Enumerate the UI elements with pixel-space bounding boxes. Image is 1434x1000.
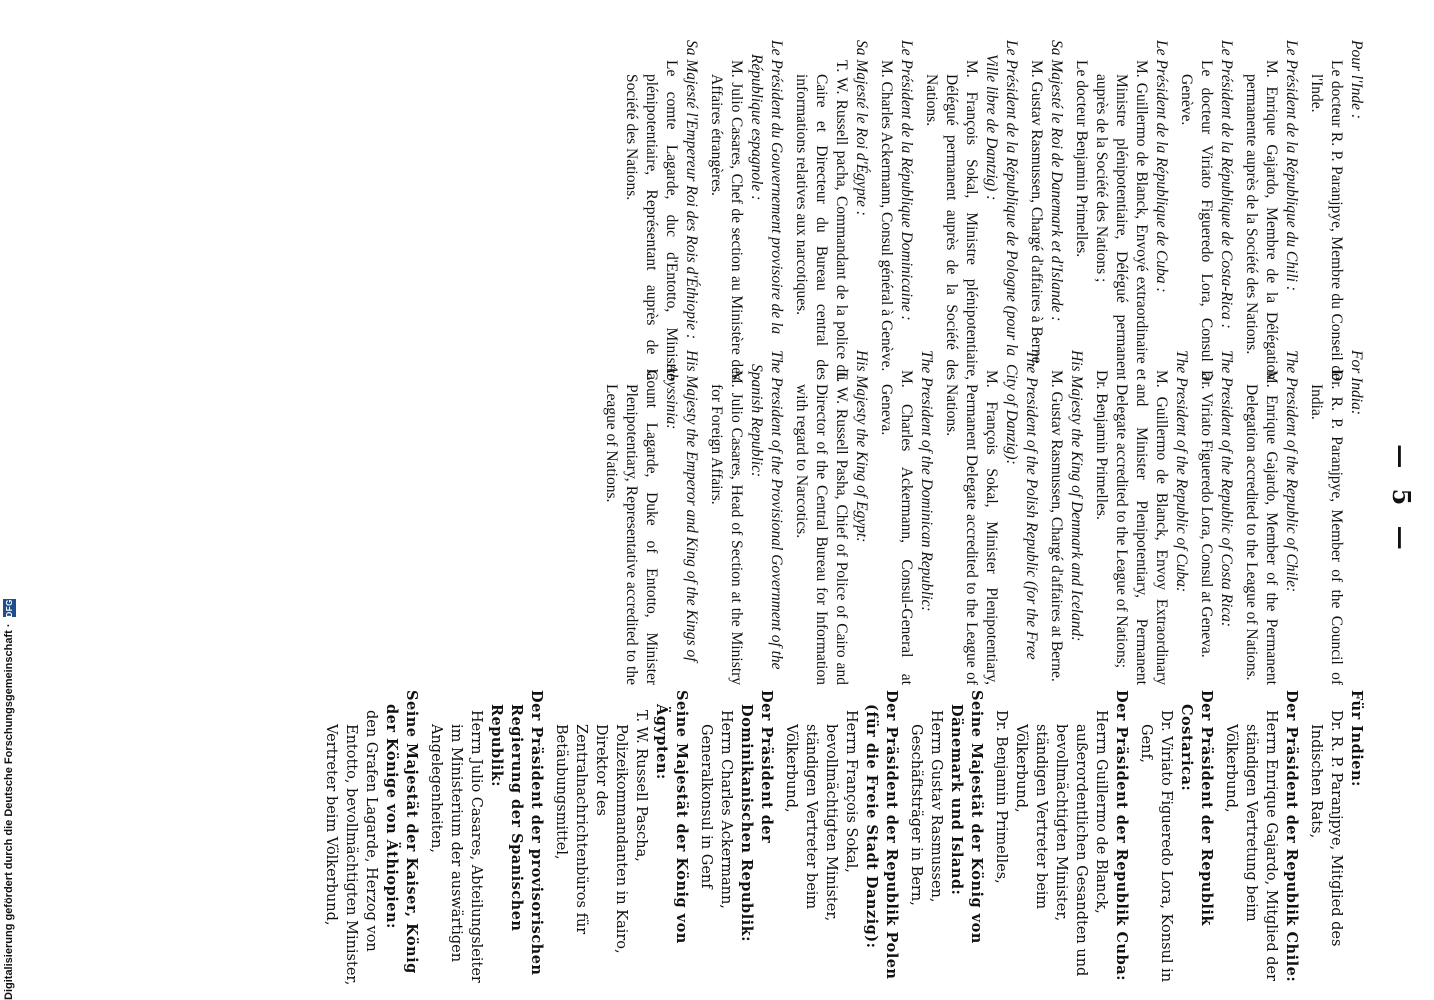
digitization-credit — [2, 600, 16, 1000]
signatory-block — [621, 40, 701, 380]
representative-entry: M. François Sokal, Minister Plenipotentiary, Permanent Delegate accredited to the League of Nations. — [943, 370, 1000, 685]
representative-entry: T. W. Russell Pascha, Polizeikommandanten in Kairo, Direktor des Zentralnachrichtenbüros für Betäubungsmittel, — [553, 710, 649, 954]
signatory-block — [706, 350, 786, 685]
party-heading: The President of the Polish Republic (for the Free City of Danzig): — [1003, 350, 1040, 660]
party-heading: Pour l'Inde : — [1348, 40, 1365, 120]
signatory-block — [1306, 690, 1366, 990]
party-heading: Le Président de la République de Pologne (pour la Ville libre de Dantzig) : — [983, 40, 1020, 356]
party-heading: His Majesty the King of Denmark and Iceland: — [1068, 350, 1085, 642]
signatory-block — [1306, 40, 1366, 380]
party-heading: Sa Majesté le Roi de Danemark et d'Islande : — [1048, 40, 1065, 322]
signatory-block — [551, 690, 691, 990]
representative-entry: M. Gustav Rasmussen, Chargé d'affaires at Berne. — [1048, 370, 1065, 682]
signatory-block — [696, 690, 776, 990]
representative-entry: M. Guillermo de Blanck, Envoyé extraordinaire et Ministre plénipotentiaire, Délégué permanent auprès de la Société des Nations ; — [1093, 60, 1150, 380]
party-heading: Der Präsident der provisorischen Regierung der Spanischen Republik: — [488, 690, 545, 976]
signatory-block — [1176, 40, 1236, 380]
signatory-block — [781, 690, 901, 990]
representative-entry: M. Guillermo de Blanck, Envoy Extraordinary and Minister Plenipotentiary, Permanent Delegate accredited to the League of Nations; — [1113, 370, 1170, 685]
signatory-block — [876, 350, 936, 685]
representative-entry: Herrn Gustav Rasmussen, Geschäftsträger in Bern, — [908, 710, 944, 906]
representative-entry: M. Gustav Rasmussen, Chargé d'affaires à Berne. — [1028, 60, 1045, 368]
party-heading: Le Président de la République de Cuba : — [1153, 40, 1170, 293]
signatory-block — [1221, 690, 1301, 990]
french-text-column — [616, 40, 1366, 380]
party-heading: Der Präsident der Republik Chile: — [1283, 690, 1300, 983]
party-heading: Seine Majestät der König von Ägypten: — [653, 690, 690, 944]
representative-entry: M. Julio Casares, Chef de section au Ministère des Affaires étrangères. — [708, 60, 745, 380]
signatory-block — [1026, 40, 1066, 380]
representative-entry: M. François Sokal, Ministre plénipotentiaire, Délégué permanent auprès de la Société des Nations. — [923, 60, 980, 380]
representative-entry: Herrn François Sokal, bevollmächtigten Minister, ständigen Vertreter beim Völkerbund, — [783, 710, 859, 922]
representative-entry: M. Julio Casares, Head of Section at the Ministry for Foreign Affairs. — [708, 370, 745, 685]
signatory-block — [1071, 40, 1171, 380]
party-heading: Le Président de la République Dominicaine : — [898, 40, 915, 321]
representative-entry: T. W. Russell Pasha, Chief of Police of Cairo and Director of the Central Bureau for Information with regard to Narcotics. — [793, 370, 850, 685]
representative-entry: Count Lagarde, Duke of Entotto, Minister Plenipotentiary, Representative accredited to the League of Nations. — [603, 370, 660, 685]
party-heading: For India: — [1348, 350, 1365, 416]
representative-entry: M. Enrique Gajardo, Member of the Permanent Delegation accredited to the League of Nations. — [1243, 370, 1280, 685]
english-text-column — [596, 350, 1366, 685]
signatory-block — [426, 690, 546, 990]
german-text-column — [316, 690, 1366, 990]
signatory-block — [601, 350, 701, 685]
party-heading: Le Président de la République de Costa-Rica : — [1218, 40, 1235, 329]
signatory-block — [706, 40, 786, 380]
party-heading: Für Indien: — [1348, 690, 1365, 787]
signatory-block — [991, 690, 1131, 990]
party-heading: The President of the Republic of Cuba: — [1173, 350, 1190, 593]
party-heading: Der Präsident der Dominikanischen Republik: — [738, 690, 775, 943]
representative-entry: Le docteur Viriato Figueredo Lora, Consul à Genève. — [1178, 60, 1215, 380]
party-heading: The President of the Republic of Chile: — [1283, 350, 1300, 593]
party-heading: Der Präsident der Republik Costarica: — [1178, 690, 1215, 926]
party-heading: Seine Majestät der König von Dänemark und Island: — [948, 690, 985, 944]
party-heading: His Majesty the Emperor and King of the Kings of Abyssinia: — [663, 350, 700, 662]
party-heading: The President of the Provisional Government of the Spanish Republic: — [748, 350, 785, 670]
representative-entry: Herrn Guillermo de Blanck, außerordentlichen Gesandten und bevollmächtigten Minister, ständigen Vertreter beim Völkerbund, — [1013, 710, 1109, 977]
representative-entry: Dr. R. P. Paranjpye, Mitglied des Indischen Rats, — [1308, 710, 1344, 947]
signatory-block — [791, 40, 871, 380]
representative-entry: Le docteur R. P. Paranjpye, Membre du Conseil de l'Inde. — [1308, 60, 1345, 380]
party-heading: Le Président de la République du Chili : — [1283, 40, 1300, 291]
representative-entry: M. Charles Ackermann, Consul général à Genève. — [878, 60, 895, 372]
party-heading: Seine Majestät der Kaiser, König der Könige von Äthiopien: — [383, 690, 420, 974]
signatory-block — [1091, 350, 1191, 685]
representative-entry: den Grafen Lagarde, Herzog von Entotto, bevollmächtigten Minister, Vertreter beim Völkerbund, — [323, 710, 379, 986]
representative-entry: Dr. Benjamin Primelles, — [993, 710, 1009, 884]
representative-entry: Dr. R. P. Paranjpye, Member of the Council of India. — [1308, 370, 1345, 685]
representative-entry: M. Enrique Gajardo, Membre de la Délégation permanente auprès de la Société des Nations. — [1243, 60, 1280, 380]
page-number: — 5 — — [1387, 444, 1416, 556]
representative-entry: T. W. Russell pacha, Commandant de la police du Caire et Directeur du Bureau central des informations relatives aux narcotiques. — [793, 60, 850, 380]
dfg-logo-icon: DFG — [4, 599, 14, 618]
representative-entry: Dr. Viriato Figueredo Lora, Konsul in Genf, — [1138, 710, 1174, 983]
signatory-block — [906, 690, 986, 990]
signatory-block — [1136, 690, 1216, 990]
party-heading: The President of the Dominican Republic: — [918, 350, 935, 612]
party-heading: Le Président du Gouvernement provisoire de la République espagnole : — [748, 40, 785, 335]
party-heading: Der Präsident der Republik Polen (für die Freie Stadt Danzig): — [863, 690, 900, 980]
signatory-block — [876, 40, 916, 380]
signatory-block — [941, 350, 1041, 685]
representative-entry: Le comte Lagarde, duc d'Entotto, Ministre plénipotentiaire, Représentant auprès de la Société des Nations. — [623, 60, 680, 380]
signatory-block — [1241, 350, 1301, 685]
representative-entry: Herrn Julio Casares, Abteilungsleiter im Ministerium der auswärtigen Angelegenheiten, — [428, 710, 484, 983]
party-heading: Der Präsident der Republik Cuba: — [1113, 690, 1130, 981]
party-heading: Sa Majesté le Roi d'Égypte : — [853, 40, 870, 216]
signatory-block — [1306, 350, 1366, 685]
representative-entry: Herrn Charles Ackermann, Generalkonsul in Genf — [698, 710, 734, 909]
representative-entry: Dr. Viriato Figueredo Lora, Consul at Geneva. — [1198, 370, 1215, 658]
signatory-block — [921, 40, 1021, 380]
signatory-block — [1196, 350, 1236, 685]
signatory-block — [1046, 350, 1086, 685]
credit-text: Digitalisierung gefördert durch die Deutsche Forschungsgemeinschaft · — [3, 623, 15, 1000]
signatory-block — [791, 350, 871, 685]
representative-entry: M. Charles Ackermann, Consul-General at Geneva. — [878, 370, 915, 685]
representative-entry: Dr. Benjamin Primelles. — [1093, 370, 1110, 520]
signatory-block — [1241, 40, 1301, 380]
signatory-block — [321, 690, 421, 990]
party-heading: Sa Majesté l'Empereur Roi des Rois d'Éthiopie : — [683, 40, 700, 340]
party-heading: His Majesty the King of Egypt: — [853, 350, 870, 543]
representative-entry: Le docteur Benjamin Primelles. — [1073, 60, 1090, 258]
representative-entry: Herrn Enrique Gajardo, Mitglied der ständigen Vertretung beim Völkerbund, — [1223, 710, 1279, 982]
party-heading: The President of the Republic of Costa Rica: — [1218, 350, 1235, 628]
